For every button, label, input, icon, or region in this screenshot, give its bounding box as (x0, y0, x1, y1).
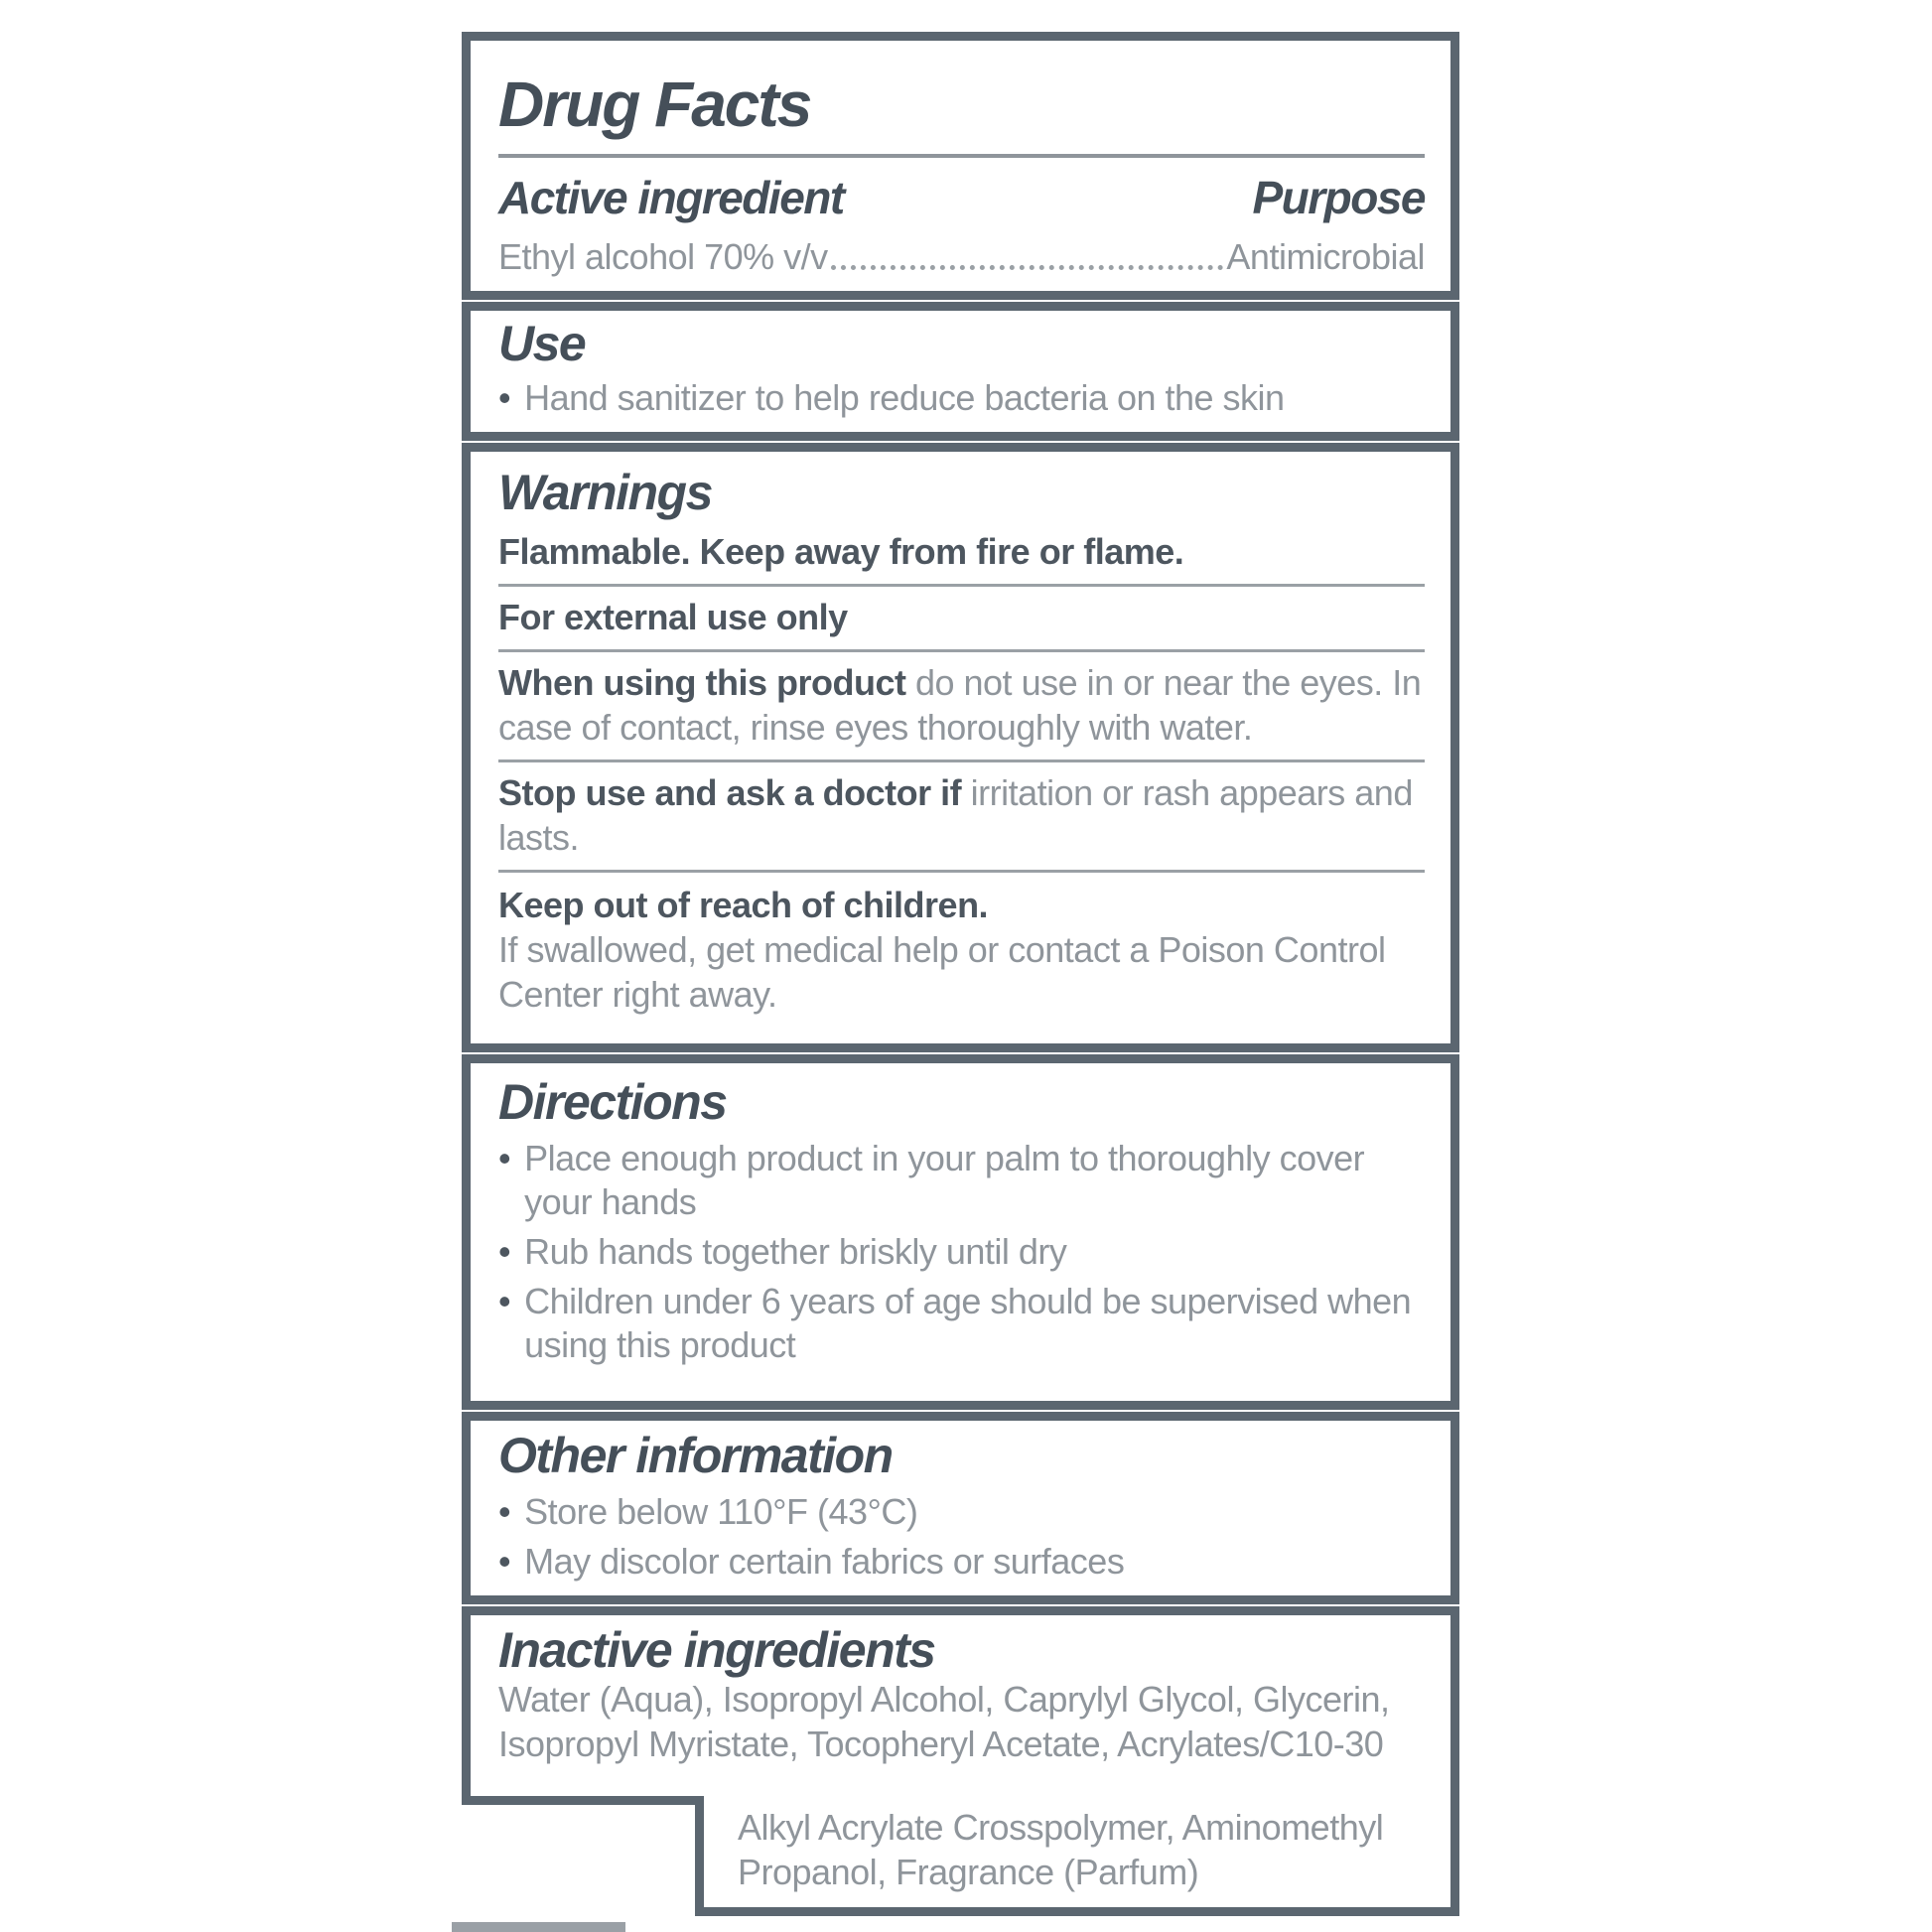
other-info-bullet-text: • May discolor certain fabrics or surfaces (524, 1541, 1125, 1582)
section-warnings (462, 443, 1459, 1052)
keep-out-of-reach: Keep out of reach of children. (498, 885, 989, 925)
warnings-divider (498, 870, 1425, 873)
directions-bullet-text: • Children under 6 years of age should be supervised when using this product (524, 1281, 1412, 1365)
active-ingredient-heading: Active ingredient (498, 172, 844, 223)
keep-out-detail: If swallowed, get medical help or contact a Poison Control Center right away. (498, 929, 1386, 1015)
directions-bullet (498, 1280, 1425, 1367)
warnings-divider (498, 759, 1425, 762)
use-bullet (498, 376, 1425, 420)
directions-bullet-text: • Rub hands together briskly until dry (524, 1231, 1067, 1272)
use-heading: Use (498, 316, 586, 371)
section-directions (462, 1054, 1459, 1410)
inactive-line: Isopropyl Myristate, Tocopheryl Acetate, Acrylates/C10-30 (498, 1724, 1384, 1764)
warning-external-use: For external use only (498, 597, 848, 637)
title-divider (498, 154, 1425, 158)
warning-flammable: Flammable. Keep away from fire or flame. (498, 531, 1184, 572)
stop-use-rest: irritation or rash appears and lasts. (498, 772, 1413, 858)
directions-bullet-text: • Place enough product in your palm to thoroughly cover your hands (524, 1138, 1365, 1222)
section-inactive-ingredients (462, 1606, 1459, 1916)
warning-stop-use (498, 770, 1425, 860)
inactive-ingredients-lower (695, 1805, 1459, 1916)
active-ingredient-row (498, 172, 1425, 223)
section-active-ingredient (462, 32, 1459, 300)
ingredient-name: Ethyl alcohol 70% v/v (498, 236, 828, 277)
warning-when-using (498, 660, 1425, 750)
directions-heading: Directions (498, 1074, 727, 1130)
warnings-divider (498, 649, 1425, 652)
partial-label-fragment (452, 1922, 625, 1932)
inactive-line: Water (Aqua), Isopropyl Alcohol, Caprylyl Glycol, Glycerin, (498, 1679, 1390, 1720)
inactive-ingredients-upper (462, 1606, 1459, 1805)
inactive-ingredients-heading: Inactive ingredients (498, 1622, 935, 1678)
use-bullet-text: • Hand sanitizer to help reduce bacteria on the skin (524, 377, 1285, 418)
when-using-lead: When using this product (498, 662, 906, 703)
other-info-bullet-text: • Store below 110°F (43°C) (524, 1491, 918, 1532)
inactive-line: Alkyl Acrylate Crosspolymer, Aminomethyl (738, 1807, 1384, 1848)
section-other-information (462, 1412, 1459, 1604)
inactive-line: Propanol, Fragrance (Parfum) (738, 1852, 1199, 1892)
when-using-rest: do not use in or near the eyes. In case of contact, rinse eyes thoroughly with water. (498, 662, 1422, 748)
stop-use-lead: Stop use and ask a doctor if (498, 772, 962, 813)
ingredient-leader-row (498, 235, 1425, 279)
warnings-divider (498, 584, 1425, 587)
notch-step-border (462, 1796, 704, 1805)
purpose-heading: Purpose (1252, 172, 1425, 223)
warnings-heading: Warnings (498, 465, 712, 520)
directions-bullet (498, 1137, 1425, 1224)
drug-facts-title: Drug Facts (498, 69, 811, 140)
other-information-heading: Other information (498, 1428, 893, 1483)
directions-bullet (498, 1230, 1425, 1274)
other-info-bullet (498, 1490, 1425, 1534)
drug-facts-label (462, 32, 1459, 1916)
leader-dots (831, 265, 1224, 270)
section-use (462, 302, 1459, 441)
purpose-value: Antimicrobial (1226, 236, 1425, 277)
other-info-bullet (498, 1540, 1425, 1584)
